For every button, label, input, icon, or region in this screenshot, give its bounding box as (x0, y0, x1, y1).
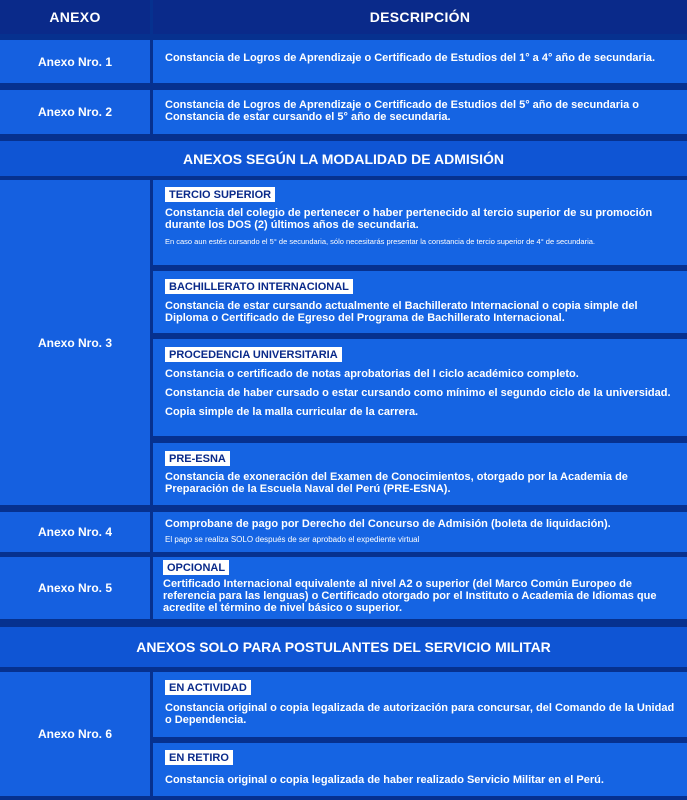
en-actividad-text: Constancia original o copia legalizada de autorización para concursar, del Comando de la Unidad o Dependencia. (165, 702, 675, 726)
bachillerato-block (153, 271, 687, 333)
anexo5-description (153, 557, 687, 619)
pre-esna-tag: PRE-ESNA (165, 451, 230, 466)
anexo3-label: Anexo Nro. 3 (0, 180, 150, 505)
header-descripcion: DESCRIPCIÓN (153, 0, 687, 34)
anexo1-description (153, 40, 687, 83)
en-retiro-text: Constancia original o copia legalizada de haber realizado Servicio Militar en el Perú. (165, 774, 604, 786)
section-modalidad-heading: ANEXOS SEGÚN LA MODALIDAD DE ADMISIÓN (0, 141, 687, 176)
bachillerato-text: Constancia de estar cursando actualmente el Bachillerato Internacional o copia simple del Diploma o Certificado de Egreso del Programa de Bachillerato Internacional. (165, 300, 638, 324)
bachillerato-tag: BACHILLERATO INTERNACIONAL (165, 279, 353, 294)
en-actividad-tag: EN ACTIVIDAD (165, 680, 251, 695)
anexo4-text: Comprobane de pago por Derecho del Concurso de Admisión (boleta de liquidación). (165, 518, 611, 530)
anexo6-label: Anexo Nro. 6 (0, 672, 150, 796)
universitaria-item-3: Copia simple de la malla curricular de la carrera. (165, 406, 419, 418)
anexo2-label: Anexo Nro. 2 (0, 90, 150, 134)
anexo1-label: Anexo Nro. 1 (0, 40, 150, 83)
universitaria-item-1: Constancia o certificado de notas aprobatorias del I ciclo académico completo. (165, 368, 579, 380)
tercio-superior-note: En caso aun estés cursando el 5° de secundaria, sólo necesitarás presentar la constancia de tercio superior de 4° de secundaria. (165, 237, 596, 246)
anexo4-note: El pago se realiza SOLO después de ser aprobado el expediente virtual (165, 535, 420, 544)
tercio-superior-block (153, 180, 687, 265)
header-anexo: ANEXO (0, 0, 150, 34)
pre-esna-text: Constancia de exoneración del Examen de Conocimientos, otorgado por la Academia de Preparación de la Escuela Naval del Perú (PRE-ESNA). (165, 471, 628, 495)
procedencia-universitaria-block (153, 339, 687, 436)
section-militar-heading: ANEXOS SOLO PARA POSTULANTES DEL SERVICIO MILITAR (0, 627, 687, 667)
en-retiro-tag: EN RETIRO (165, 750, 233, 765)
anexo4-description (153, 512, 687, 552)
anexo5-text: Certificado Internacional equivalente al nivel A2 o superior (del Marco Común Europeo de referencia para las lenguas) o Certificado otorgado por el Instituto o Academia de Idiomas que acredite el término de nivel básico o superior. (163, 578, 657, 614)
anexo2-description (153, 90, 687, 134)
tercio-superior-text: Constancia del colegio de pertenecer o haber pertenecido al tercio superior de su promoción durante los DOS (2) últimos años de secundaria. (165, 207, 653, 231)
en-actividad-block (153, 672, 687, 737)
anexo1-text: Constancia de Logros de Aprendizaje o Certificado de Estudios del 1° a 4° año de secundaria. (165, 52, 656, 64)
pre-esna-block (153, 443, 687, 505)
en-retiro-block (153, 743, 687, 796)
tercio-superior-tag: TERCIO SUPERIOR (165, 187, 275, 202)
universitaria-item-2: Constancia de haber cursado o estar cursando como mínimo el segundo ciclo de la universidad. (165, 387, 671, 399)
procedencia-universitaria-tag: PROCEDENCIA UNIVERSITARIA (165, 347, 342, 362)
anexo2-text: Constancia de Logros de Aprendizaje o Certificado de Estudios del 5° año de secundaria o Constancia de estar cursando el 5° año de secundaria. (165, 99, 640, 123)
anexo4-label: Anexo Nro. 4 (0, 512, 150, 552)
anexo5-label: Anexo Nro. 5 (0, 557, 150, 619)
opcional-tag: OPCIONAL (163, 560, 229, 575)
